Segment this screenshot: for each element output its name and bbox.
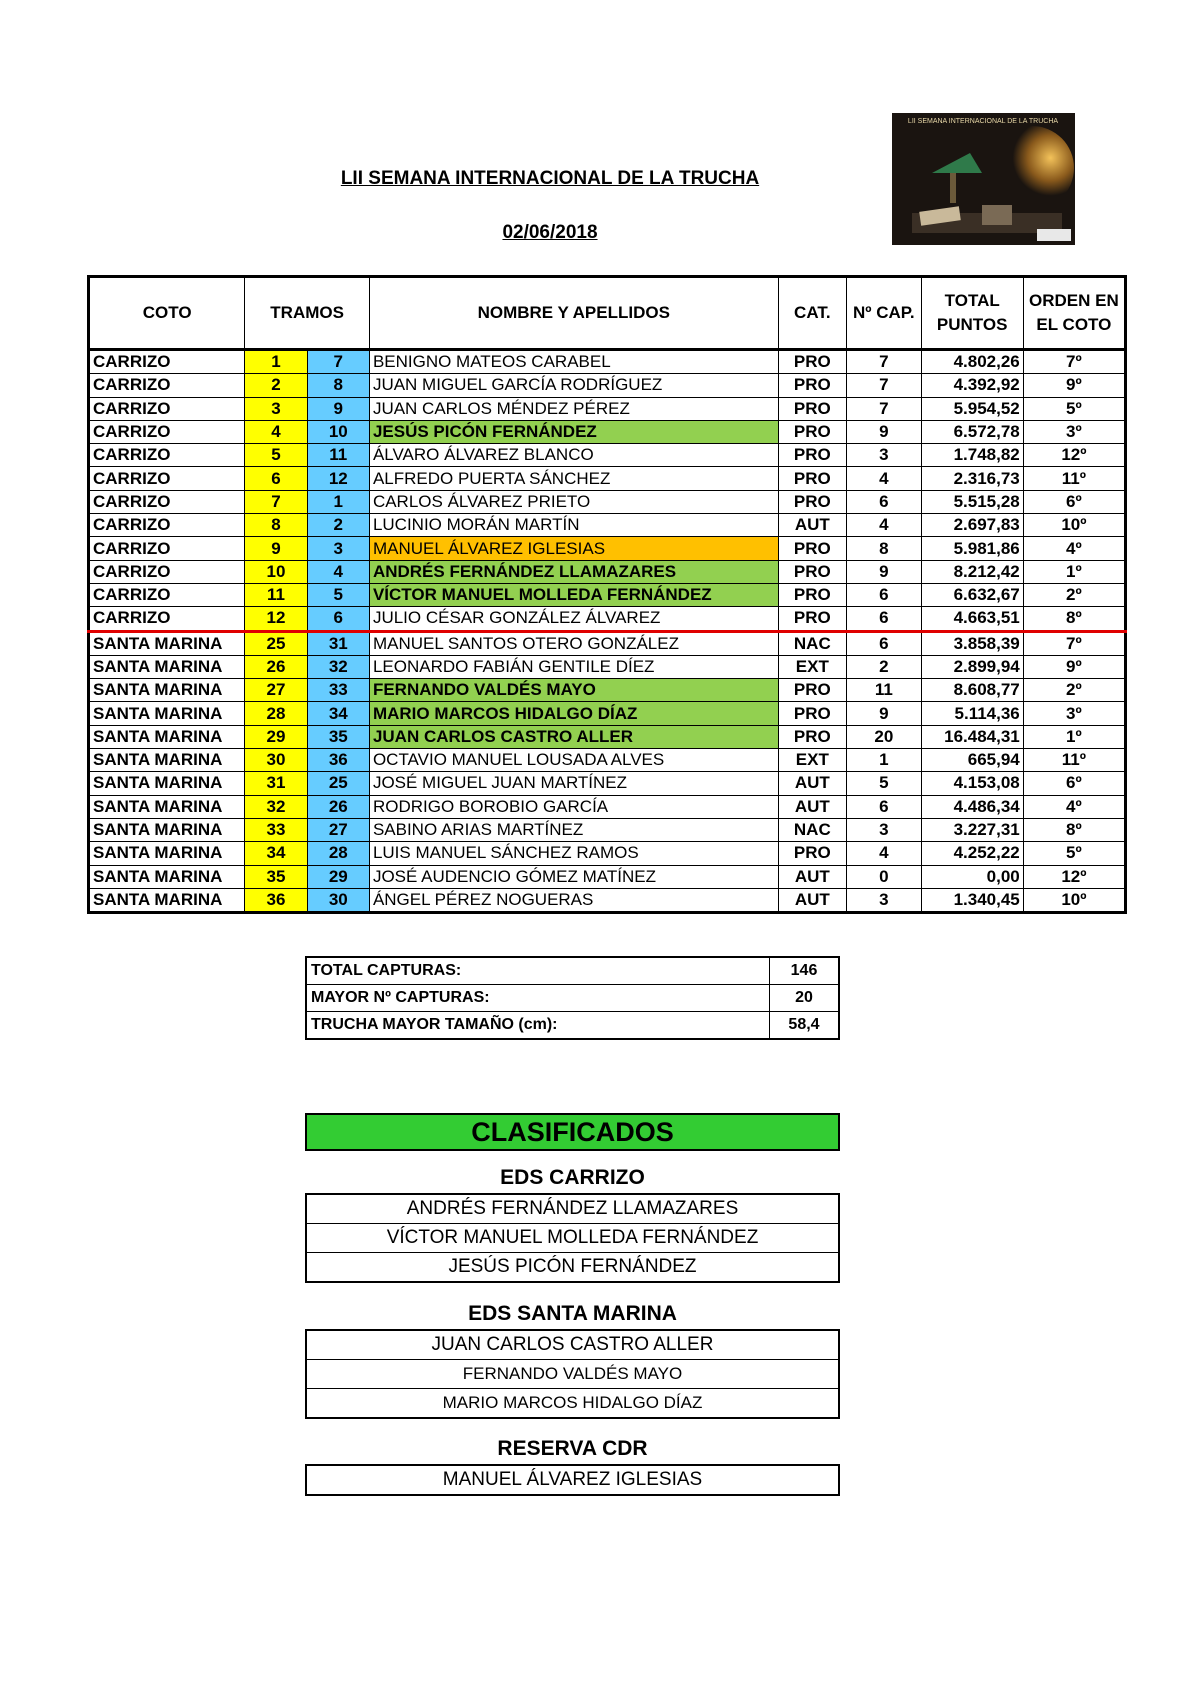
captures-cell: 8 xyxy=(847,537,922,560)
name-cell: JULIO CÉSAR GONZÁLEZ ÁLVAREZ xyxy=(369,607,778,631)
captures-cell: 20 xyxy=(847,725,922,748)
tramo-1-cell: 26 xyxy=(245,655,307,678)
tramo-2-cell: 10 xyxy=(307,420,369,443)
coto-cell: SANTA MARINA xyxy=(89,865,245,888)
tramo-2-cell: 27 xyxy=(307,818,369,841)
category-cell: AUT xyxy=(778,514,846,537)
tramo-1-cell: 10 xyxy=(245,560,307,583)
category-cell: PRO xyxy=(778,842,846,865)
list-item xyxy=(306,1253,839,1283)
name-cell: MANUEL SANTOS OTERO GONZÁLEZ xyxy=(369,631,778,655)
points-cell: 1.748,82 xyxy=(921,444,1023,467)
col-tramos: TRAMOS xyxy=(245,277,370,350)
name-cell: JUAN MIGUEL GARCÍA RODRÍGUEZ xyxy=(369,374,778,397)
tramo-1-cell: 30 xyxy=(245,749,307,772)
category-cell: PRO xyxy=(778,350,846,374)
group-table xyxy=(305,1464,840,1496)
points-cell: 3.227,31 xyxy=(921,818,1023,841)
table-row xyxy=(89,607,1126,631)
category-cell: PRO xyxy=(778,420,846,443)
order-cell: 4º xyxy=(1023,795,1125,818)
classified-name: VÍCTOR MANUEL MOLLEDA FERNÁNDEZ xyxy=(306,1224,839,1253)
tramo-2-cell: 6 xyxy=(307,607,369,631)
category-cell: PRO xyxy=(778,374,846,397)
points-cell: 5.954,52 xyxy=(921,397,1023,420)
tramo-2-cell: 34 xyxy=(307,702,369,725)
col-nombre: NOMBRE Y APELLIDOS xyxy=(369,277,778,350)
captures-cell: 6 xyxy=(847,490,922,513)
points-cell: 4.252,22 xyxy=(921,842,1023,865)
table-row xyxy=(89,888,1126,912)
name-cell: FERNANDO VALDÉS MAYO xyxy=(369,679,778,702)
tramo-1-cell: 25 xyxy=(245,631,307,655)
page-date: 02/06/2018 xyxy=(502,222,598,243)
tramo-2-cell: 28 xyxy=(307,842,369,865)
captures-cell: 6 xyxy=(847,795,922,818)
points-cell: 4.802,26 xyxy=(921,350,1023,374)
order-cell: 6º xyxy=(1023,772,1125,795)
name-cell: BENIGNO MATEOS CARABEL xyxy=(369,350,778,374)
captures-cell: 3 xyxy=(847,444,922,467)
captures-cell: 7 xyxy=(847,374,922,397)
list-item xyxy=(306,1465,839,1495)
category-cell: PRO xyxy=(778,725,846,748)
table-row xyxy=(89,560,1126,583)
tramo-1-cell: 12 xyxy=(245,607,307,631)
poster-artwork xyxy=(892,113,1075,245)
points-cell: 2.899,94 xyxy=(921,655,1023,678)
table-row xyxy=(89,514,1126,537)
table-row xyxy=(89,397,1126,420)
captures-cell: 6 xyxy=(847,631,922,655)
order-cell: 10º xyxy=(1023,888,1125,912)
points-cell: 0,00 xyxy=(921,865,1023,888)
col-coto: COTO xyxy=(89,277,245,350)
tramo-1-cell: 27 xyxy=(245,679,307,702)
tramo-2-cell: 7 xyxy=(307,350,369,374)
category-cell: NAC xyxy=(778,818,846,841)
captures-cell: 4 xyxy=(847,514,922,537)
group-table xyxy=(305,1329,840,1419)
captures-cell: 9 xyxy=(847,702,922,725)
totals-label: TOTAL CAPTURAS: xyxy=(306,957,770,985)
name-cell: JUAN CARLOS CASTRO ALLER xyxy=(369,725,778,748)
tramo-2-cell: 2 xyxy=(307,514,369,537)
captures-cell: 7 xyxy=(847,350,922,374)
tramo-2-cell: 36 xyxy=(307,749,369,772)
tramo-2-cell: 35 xyxy=(307,725,369,748)
captures-cell: 0 xyxy=(847,865,922,888)
coto-cell: SANTA MARINA xyxy=(89,888,245,912)
coto-cell: CARRIZO xyxy=(89,537,245,560)
coto-cell: SANTA MARINA xyxy=(89,842,245,865)
results-header-row xyxy=(89,277,1126,350)
tramo-1-cell: 6 xyxy=(245,467,307,490)
tramo-1-cell: 5 xyxy=(245,444,307,467)
order-cell: 2º xyxy=(1023,583,1125,606)
table-row xyxy=(89,795,1126,818)
name-cell: MANUEL ÁLVAREZ IGLESIAS xyxy=(369,537,778,560)
poster-title-text: LII SEMANA INTERNACIONAL DE LA TRUCHA xyxy=(907,118,1059,125)
captures-cell: 7 xyxy=(847,397,922,420)
tramo-1-cell: 34 xyxy=(245,842,307,865)
points-cell: 5.114,36 xyxy=(921,702,1023,725)
tramo-1-cell: 3 xyxy=(245,397,307,420)
category-cell: PRO xyxy=(778,560,846,583)
tramo-2-cell: 1 xyxy=(307,490,369,513)
name-cell: LUCINIO MORÁN MARTÍN xyxy=(369,514,778,537)
coto-cell: SANTA MARINA xyxy=(89,818,245,841)
table-row xyxy=(89,420,1126,443)
table-row xyxy=(89,842,1126,865)
group-title: EDS SANTA MARINA xyxy=(468,1302,677,1325)
captures-cell: 1 xyxy=(847,749,922,772)
captures-cell: 11 xyxy=(847,679,922,702)
category-cell: PRO xyxy=(778,679,846,702)
list-item xyxy=(306,1224,839,1253)
tramo-2-cell: 8 xyxy=(307,374,369,397)
coto-cell: CARRIZO xyxy=(89,514,245,537)
clasificados-banner: CLASIFICADOS xyxy=(305,1113,840,1151)
name-cell: ANDRÉS FERNÁNDEZ LLAMAZARES xyxy=(369,560,778,583)
order-cell: 3º xyxy=(1023,420,1125,443)
captures-cell: 6 xyxy=(847,583,922,606)
table-row xyxy=(89,537,1126,560)
tramo-1-cell: 36 xyxy=(245,888,307,912)
points-cell: 5.515,28 xyxy=(921,490,1023,513)
list-item xyxy=(306,1389,839,1419)
order-cell: 5º xyxy=(1023,397,1125,420)
name-cell: CARLOS ÁLVAREZ PRIETO xyxy=(369,490,778,513)
category-cell: PRO xyxy=(778,490,846,513)
col-puntos: TOTAL PUNTOS xyxy=(921,277,1023,350)
captures-cell: 2 xyxy=(847,655,922,678)
results-table xyxy=(87,275,1127,914)
tramo-1-cell: 8 xyxy=(245,514,307,537)
points-cell: 4.486,34 xyxy=(921,795,1023,818)
points-cell: 4.153,08 xyxy=(921,772,1023,795)
table-row xyxy=(89,583,1126,606)
order-cell: 6º xyxy=(1023,490,1125,513)
category-cell: NAC xyxy=(778,631,846,655)
table-row xyxy=(89,749,1126,772)
list-item xyxy=(306,1330,839,1360)
category-cell: PRO xyxy=(778,467,846,490)
captures-cell: 9 xyxy=(847,420,922,443)
tramo-2-cell: 5 xyxy=(307,583,369,606)
name-cell: JESÚS PICÓN FERNÁNDEZ xyxy=(369,420,778,443)
tramo-2-cell: 26 xyxy=(307,795,369,818)
tramo-2-cell: 4 xyxy=(307,560,369,583)
totals-row xyxy=(306,985,839,1012)
tramo-1-cell: 32 xyxy=(245,795,307,818)
category-cell: AUT xyxy=(778,795,846,818)
order-cell: 8º xyxy=(1023,607,1125,631)
group-title: EDS CARRIZO xyxy=(500,1166,645,1189)
tramo-1-cell: 9 xyxy=(245,537,307,560)
captures-cell: 4 xyxy=(847,842,922,865)
classified-name: ANDRÉS FERNÁNDEZ LLAMAZARES xyxy=(306,1194,839,1224)
points-cell: 3.858,39 xyxy=(921,631,1023,655)
name-cell: MARIO MARCOS HIDALGO DÍAZ xyxy=(369,702,778,725)
category-cell: AUT xyxy=(778,888,846,912)
name-cell: OCTAVIO MANUEL LOUSADA ALVES xyxy=(369,749,778,772)
tramo-2-cell: 29 xyxy=(307,865,369,888)
category-cell: PRO xyxy=(778,444,846,467)
coto-cell: CARRIZO xyxy=(89,560,245,583)
coto-cell: SANTA MARINA xyxy=(89,725,245,748)
table-row xyxy=(89,490,1126,513)
group-title: RESERVA CDR xyxy=(497,1437,648,1460)
tramo-2-cell: 11 xyxy=(307,444,369,467)
coto-cell: CARRIZO xyxy=(89,444,245,467)
tramo-2-cell: 30 xyxy=(307,888,369,912)
name-cell: JOSÉ AUDENCIO GÓMEZ MATÍNEZ xyxy=(369,865,778,888)
tramo-2-cell: 25 xyxy=(307,772,369,795)
category-cell: PRO xyxy=(778,702,846,725)
points-cell: 8.608,77 xyxy=(921,679,1023,702)
name-cell: JOSÉ MIGUEL JUAN MARTÍNEZ xyxy=(369,772,778,795)
tramo-2-cell: 12 xyxy=(307,467,369,490)
order-cell: 12º xyxy=(1023,865,1125,888)
tramo-1-cell: 4 xyxy=(245,420,307,443)
coto-cell: SANTA MARINA xyxy=(89,679,245,702)
col-cat: CAT. xyxy=(778,277,846,350)
name-cell: ALFREDO PUERTA SÁNCHEZ xyxy=(369,467,778,490)
order-cell: 5º xyxy=(1023,842,1125,865)
page-title: LII SEMANA INTERNACIONAL DE LA TRUCHA xyxy=(340,168,760,189)
order-cell: 7º xyxy=(1023,631,1125,655)
classified-name: FERNANDO VALDÉS MAYO xyxy=(306,1360,839,1389)
table-row xyxy=(89,350,1126,374)
coto-cell: SANTA MARINA xyxy=(89,655,245,678)
order-cell: 4º xyxy=(1023,537,1125,560)
table-row xyxy=(89,679,1126,702)
category-cell: EXT xyxy=(778,655,846,678)
table-row xyxy=(89,772,1126,795)
tramo-1-cell: 28 xyxy=(245,702,307,725)
totals-value: 58,4 xyxy=(770,1012,840,1040)
category-cell: EXT xyxy=(778,749,846,772)
name-cell: SABINO ARIAS MARTÍNEZ xyxy=(369,818,778,841)
points-cell: 1.340,45 xyxy=(921,888,1023,912)
coto-cell: SANTA MARINA xyxy=(89,772,245,795)
points-cell: 6.632,67 xyxy=(921,583,1023,606)
totals-value: 146 xyxy=(770,957,840,985)
group-table xyxy=(305,1193,840,1283)
totals-label: MAYOR Nº CAPTURAS: xyxy=(306,985,770,1012)
points-cell: 4.392,92 xyxy=(921,374,1023,397)
coto-cell: CARRIZO xyxy=(89,374,245,397)
tramo-2-cell: 3 xyxy=(307,537,369,560)
order-cell: 2º xyxy=(1023,679,1125,702)
event-poster-image xyxy=(892,113,1075,245)
totals-row xyxy=(306,957,839,985)
totals-value: 20 xyxy=(770,985,840,1012)
order-cell: 1º xyxy=(1023,560,1125,583)
table-row xyxy=(89,374,1126,397)
coto-cell: CARRIZO xyxy=(89,467,245,490)
name-cell: LUIS MANUEL SÁNCHEZ RAMOS xyxy=(369,842,778,865)
category-cell: PRO xyxy=(778,583,846,606)
table-row xyxy=(89,818,1126,841)
list-item xyxy=(306,1360,839,1389)
table-row xyxy=(89,467,1126,490)
captures-cell: 5 xyxy=(847,772,922,795)
captures-cell: 3 xyxy=(847,818,922,841)
tramo-1-cell: 33 xyxy=(245,818,307,841)
order-cell: 3º xyxy=(1023,702,1125,725)
tramo-2-cell: 9 xyxy=(307,397,369,420)
table-row xyxy=(89,865,1126,888)
table-row xyxy=(89,655,1126,678)
coto-cell: SANTA MARINA xyxy=(89,749,245,772)
classified-name: MANUEL ÁLVAREZ IGLESIAS xyxy=(306,1465,839,1495)
name-cell: VÍCTOR MANUEL MOLLEDA FERNÁNDEZ xyxy=(369,583,778,606)
category-cell: AUT xyxy=(778,865,846,888)
col-cap: Nº CAP. xyxy=(847,277,922,350)
category-cell: PRO xyxy=(778,537,846,560)
order-cell: 9º xyxy=(1023,374,1125,397)
captures-cell: 4 xyxy=(847,467,922,490)
points-cell: 665,94 xyxy=(921,749,1023,772)
points-cell: 8.212,42 xyxy=(921,560,1023,583)
name-cell: ÁLVARO ÁLVAREZ BLANCO xyxy=(369,444,778,467)
points-cell: 6.572,78 xyxy=(921,420,1023,443)
classified-name: JUAN CARLOS CASTRO ALLER xyxy=(306,1330,839,1360)
tramo-1-cell: 7 xyxy=(245,490,307,513)
totals-table xyxy=(305,956,840,1040)
col-orden: ORDEN EN EL COTO xyxy=(1023,277,1125,350)
points-cell: 2.697,83 xyxy=(921,514,1023,537)
results-body xyxy=(89,350,1126,913)
points-cell: 5.981,86 xyxy=(921,537,1023,560)
order-cell: 7º xyxy=(1023,350,1125,374)
coto-cell: CARRIZO xyxy=(89,420,245,443)
captures-cell: 9 xyxy=(847,560,922,583)
order-cell: 11º xyxy=(1023,749,1125,772)
coto-cell: SANTA MARINA xyxy=(89,702,245,725)
order-cell: 11º xyxy=(1023,467,1125,490)
totals-label: TRUCHA MAYOR TAMAÑO (cm): xyxy=(306,1012,770,1040)
tramo-1-cell: 2 xyxy=(245,374,307,397)
name-cell: JUAN CARLOS MÉNDEZ PÉREZ xyxy=(369,397,778,420)
coto-cell: SANTA MARINA xyxy=(89,795,245,818)
tramo-1-cell: 35 xyxy=(245,865,307,888)
tramo-2-cell: 31 xyxy=(307,631,369,655)
table-row xyxy=(89,631,1126,655)
name-cell: ÁNGEL PÉREZ NOGUERAS xyxy=(369,888,778,912)
table-row xyxy=(89,444,1126,467)
table-row xyxy=(89,725,1126,748)
category-cell: PRO xyxy=(778,397,846,420)
tramo-1-cell: 11 xyxy=(245,583,307,606)
tramo-2-cell: 32 xyxy=(307,655,369,678)
coto-cell: CARRIZO xyxy=(89,350,245,374)
captures-cell: 6 xyxy=(847,607,922,631)
coto-cell: CARRIZO xyxy=(89,607,245,631)
tramo-2-cell: 33 xyxy=(307,679,369,702)
name-cell: RODRIGO BOROBIO GARCÍA xyxy=(369,795,778,818)
points-cell: 4.663,51 xyxy=(921,607,1023,631)
captures-cell: 3 xyxy=(847,888,922,912)
coto-cell: SANTA MARINA xyxy=(89,631,245,655)
name-cell: LEONARDO FABIÁN GENTILE DÍEZ xyxy=(369,655,778,678)
order-cell: 9º xyxy=(1023,655,1125,678)
tramo-1-cell: 1 xyxy=(245,350,307,374)
points-cell: 16.484,31 xyxy=(921,725,1023,748)
coto-cell: CARRIZO xyxy=(89,397,245,420)
points-cell: 2.316,73 xyxy=(921,467,1023,490)
table-row xyxy=(89,702,1126,725)
order-cell: 10º xyxy=(1023,514,1125,537)
coto-cell: CARRIZO xyxy=(89,490,245,513)
classified-name: JESÚS PICÓN FERNÁNDEZ xyxy=(306,1253,839,1283)
coto-cell: CARRIZO xyxy=(89,583,245,606)
category-cell: AUT xyxy=(778,772,846,795)
totals-row xyxy=(306,1012,839,1040)
category-cell: PRO xyxy=(778,607,846,631)
list-item xyxy=(306,1194,839,1224)
order-cell: 1º xyxy=(1023,725,1125,748)
order-cell: 12º xyxy=(1023,444,1125,467)
order-cell: 8º xyxy=(1023,818,1125,841)
tramo-1-cell: 31 xyxy=(245,772,307,795)
classified-name: MARIO MARCOS HIDALGO DÍAZ xyxy=(306,1389,839,1419)
tramo-1-cell: 29 xyxy=(245,725,307,748)
